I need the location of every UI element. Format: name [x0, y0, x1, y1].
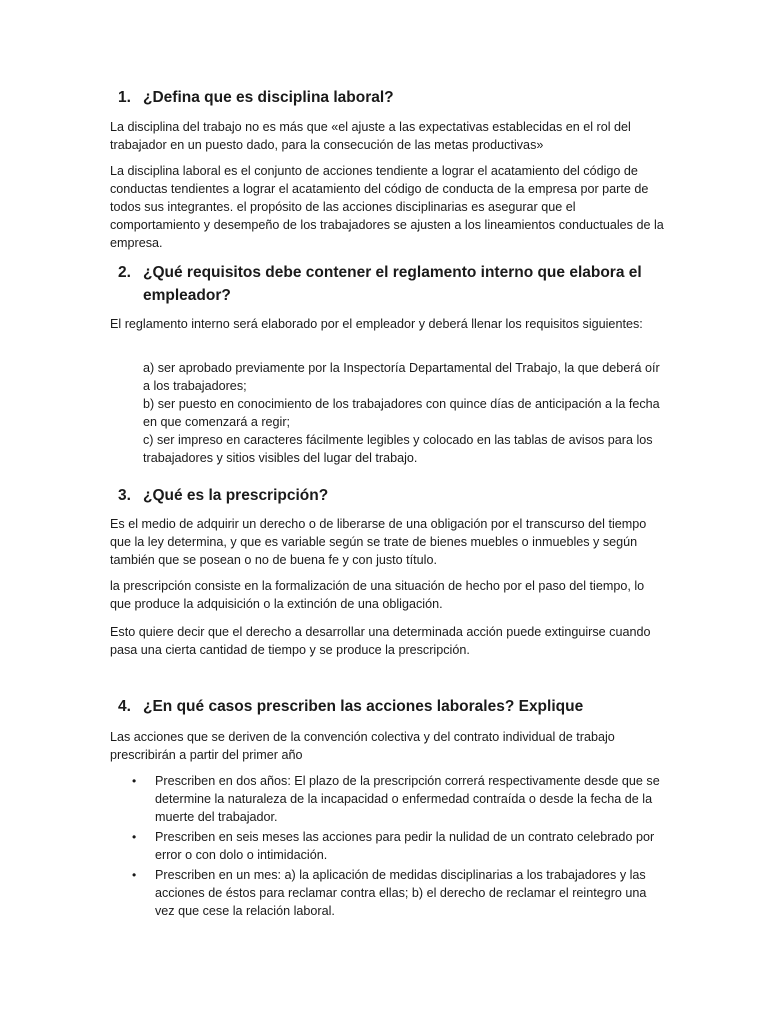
question-3-paragraph-2: la prescripción consiste en la formalización de una situación de hecho por el paso del tiempo, lo que produce la adquisición o la extinción de una obligación.: [110, 579, 645, 611]
prescription-bullet-list: [128, 772, 668, 922]
requirement-item-a: a) ser aprobado previamente por la Inspectoría Departamental del Trabajo, la que deberá oír a los trabajadores;: [143, 361, 660, 393]
bullet-item-two-years: [128, 772, 668, 826]
question-1-paragraph-1: La disciplina del trabajo no es más que «el ajuste a las expectativas establecidas en el rol del trabajador en un puesto dado, para la consecución de las metas productivas»: [110, 120, 631, 152]
bullet-dot-icon: •: [132, 830, 137, 844]
requirement-item-b: b) ser puesto en conocimiento de los trabajadores con quince días de anticipación a la fecha en que comenzará a regir;: [143, 397, 660, 429]
bullet-item-six-months: [128, 828, 668, 864]
question-1-heading: [118, 86, 678, 109]
bullet-dot-icon: •: [132, 868, 137, 882]
question-2-heading: [118, 261, 678, 307]
question-3-number: 3.: [118, 487, 131, 504]
bullet-dot-icon: •: [132, 774, 137, 788]
bullet-item-one-month: [128, 866, 668, 920]
bullet-text: Prescriben en seis meses las acciones para pedir la nulidad de un contrato celebrado por error o con dolo o intimidación.: [155, 830, 655, 862]
question-4-title: ¿En qué casos prescriben las acciones laborales? Explique: [143, 698, 584, 715]
question-1-number: 1.: [118, 89, 131, 106]
question-3-title: ¿Qué es la prescripción?: [143, 487, 329, 504]
question-2-title: ¿Qué requisitos debe contener el reglamento interno que elabora el empleador?: [143, 264, 642, 304]
question-4-number: 4.: [118, 698, 131, 715]
question-1-title: ¿Defina que es disciplina laboral?: [143, 89, 394, 106]
question-3-paragraph-3: Esto quiere decir que el derecho a desarrollar una determinada acción puede extinguirse cuando pasa una cierta cantidad de tiempo y se produce la prescripción.: [110, 625, 651, 657]
requirements-list: [143, 359, 667, 467]
question-2-paragraph-1: El reglamento interno será elaborado por el empleador y deberá llenar los requisitos siguientes:: [110, 317, 643, 331]
bullet-text: Prescriben en dos años: El plazo de la prescripción correrá respectivamente desde que se determine la naturaleza de la incapacidad o enfermedad contraída o desde la fecha de la muerte del trabajador.: [155, 774, 660, 824]
question-2-number: 2.: [118, 264, 131, 281]
question-4-paragraph-1: Las acciones que se deriven de la convención colectiva y del contrato individual de trabajo prescribirán a partir del primer año: [110, 730, 615, 762]
bullet-text: Prescriben en un mes: a) la aplicación de medidas disciplinarias a los trabajadores y las acciones de éstos para reclamar contra ellas; b) el derecho de reclamar el reintegro una vez que cese la relación laboral.: [155, 868, 647, 918]
question-4-heading: [118, 695, 678, 718]
question-3-heading: [118, 484, 678, 507]
question-3-paragraph-1: Es el medio de adquirir un derecho o de liberarse de una obligación por el transcurso del tiempo que la ley determina, y que es variable según se trate de bienes muebles o inmuebles y según también que se posean o no de buena fe y con justo título.: [110, 517, 647, 567]
requirement-item-c: c) ser impreso en caracteres fácilmente legibles y colocado en las tablas de avisos para los trabajadores y sitios visibles del lugar del trabajo.: [143, 433, 653, 465]
question-1-paragraph-2: La disciplina laboral es el conjunto de acciones tendiente a lograr el acatamiento del código de conductas tendientes a lograr el acatamiento del código de conducta de la empresa por parte de todos sus integrantes. el propósito de las acciones disciplinarias es asegurar que el comportamiento y desempeño de los trabajadores se ajusten a los lineamientos conductuales de la empresa.: [110, 164, 664, 250]
